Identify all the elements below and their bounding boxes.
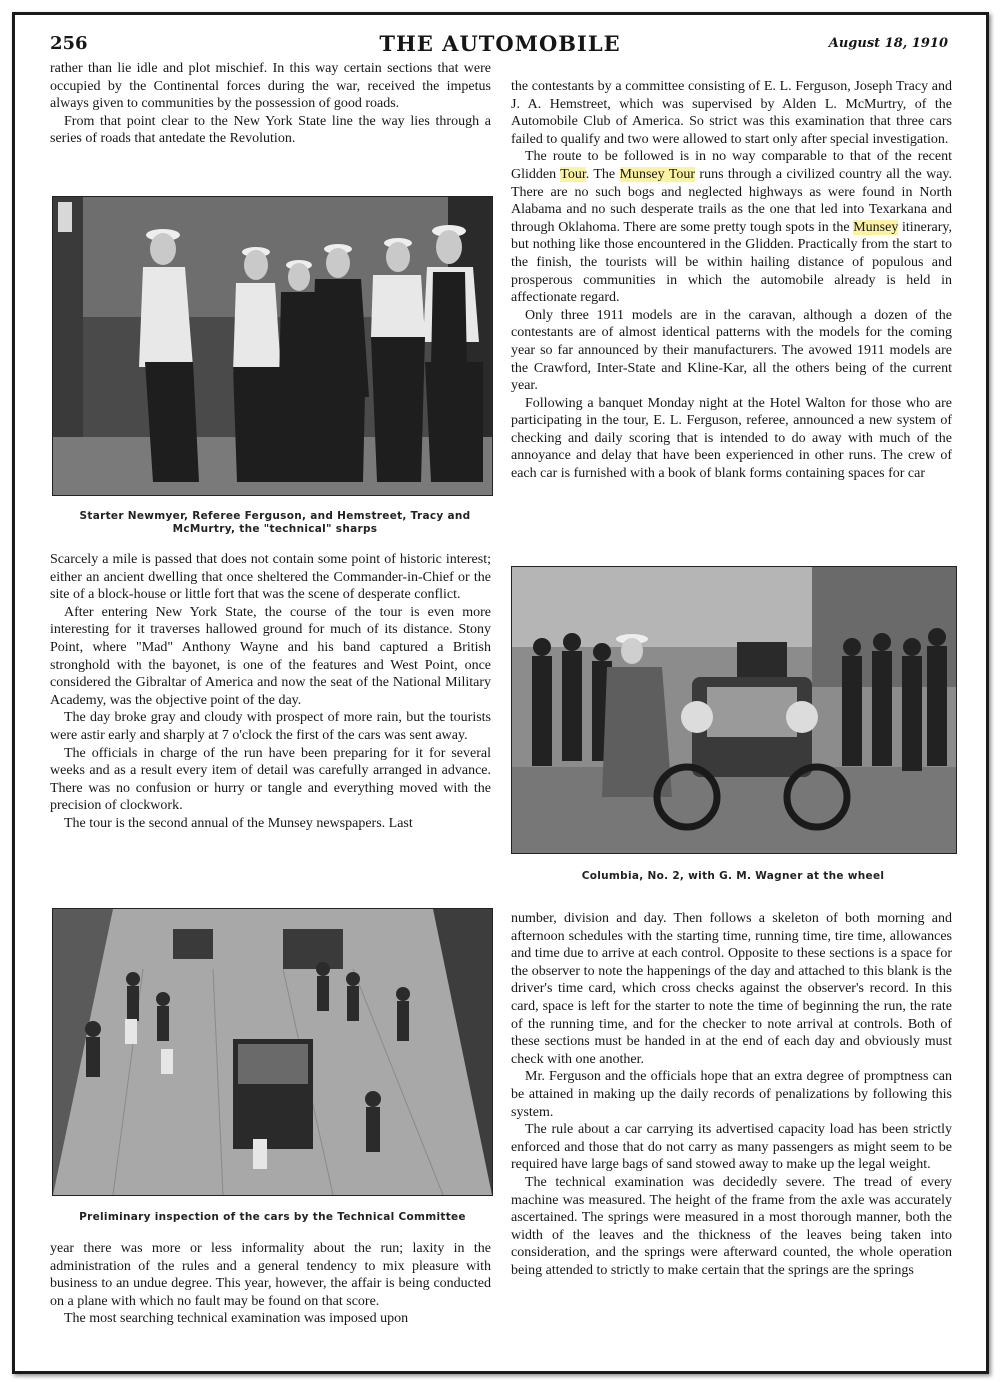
paragraph: Following a banquet Monday night at the Hotel Walton for those who are participating in the tour, E. L. Ferguson, referee, announced a new system of checking and daily scoring that is intended to do away with much of the annoyance and delay that have been experienced in other runs. The crew of each car is furnished with a book of blank forms containing spaces for car xyxy=(511,395,952,482)
photo-technical-inspection xyxy=(52,908,493,1196)
paragraph: The tour is the second annual of the Munsey newspapers. Last xyxy=(64,815,413,831)
paragraph: number, division and day. Then follows a skeleton of both morning and afternoon schedules with the starting time, running time, tire time, allowances and time due to arrive at each control. Opposite to these sections is a space for the observer to note the happenings of the day and attached to this blank is the driver's time card, which cross checks against the observer's record. In this card, space is left for the starter to note the time of beginning the run, the rate of the running time, and for the checker to note arrival at controls. Both of these sections must be handed in at the end of each day and obviously must check with one another. xyxy=(511,911,952,1067)
right-column-bottom-text xyxy=(511,910,952,1279)
issue-date: August 18, 1910 xyxy=(828,36,948,51)
masthead: THE AUTOMOBILE xyxy=(379,31,621,56)
paragraph: Only three 1911 models are in the caravan, although a dozen of the contestants are of almost identical patterns with the models for the coming year so far announced by their manufacturers. The avowed 1911 models are the Crawford, Inter-State and Kline-Kar, all the others being of the current year. xyxy=(511,307,952,394)
photo-caption: Starter Newmyer, Referee Ferguson, and Hemstreet, Tracy and McMurtry, the "technical" sharps xyxy=(79,510,471,535)
text-run: runs through a civilized country all the way. There are no such bogs and neglected highways as were found in North Alabama and no such desperate trails as the one that led into Texarkana and through Oklahoma. There are some pretty tough spots in the xyxy=(511,166,953,235)
paragraph: The most searching technical examination was imposed upon xyxy=(64,1311,409,1327)
highlighted-text: Munsey Tour xyxy=(619,166,696,182)
paragraph: After entering New York State, the course of the tour is even more interesting for it traverses hallowed ground for much of its distance. Stony Point, where "Mad" Anthony Wayne and his band captured a British stronghold with the bayonet, is one of the features and West Point, once considered the Gibraltar of America and now the seat of the National Military Academy, was the objective point of the day. xyxy=(50,604,491,708)
paragraph: the contestants by a committee consisting of E. L. Ferguson, Joseph Tracy and J. A. Hemstreet, which was supervised by Alden L. McMurtry, of the Automobile Club of America. So strict was this examination that three cars failed to qualify and two were allowed to start only after special investigation. xyxy=(511,79,952,147)
paragraph: rather than lie idle and plot mischief. In this way certain sections that were occupied by the Continental forces during the war, received the impetus always given to communities by the possession of good roads. xyxy=(50,61,491,112)
paragraph: The technical examination was decidedly severe. The tread of every machine was measured. The height of the frame from the axle was accurately ascertained. The springs were measured in a most thorough manner, both the width of the leaves and the thickness of the leaves being taken into consideration, and the springs were afterward counted, the whole operation being attended to strictly to make certain that the springs are the springs xyxy=(511,1174,952,1278)
photo-caption: Columbia, No. 2, with G. M. Wagner at the wheel xyxy=(581,870,885,882)
paragraph: Scarcely a mile is passed that does not contain some point of historic interest; either an ancient dwelling that once sheltered the Commander-in-Chief or the site of a block-house or little fort that was the scene of desperate conflict. xyxy=(50,552,491,603)
paragraph: From that point clear to the New York State line the way lies through a series of roads that antedate the Revolution. xyxy=(50,113,491,147)
text-run: . The xyxy=(585,166,620,182)
highlighted-text: Tour xyxy=(560,166,586,182)
photo-columbia-car xyxy=(511,566,957,854)
page-number: 256 xyxy=(50,33,88,54)
text-run: itinerary, but nothing like those encountered in the Glidden. Practically from the start to the finish, the tourists will be within hailing distance of populous and prosperous communities in which the automobile already is held in affectionate regard. xyxy=(511,219,952,306)
left-column-bottom-text xyxy=(50,1240,491,1328)
photo-officials-group xyxy=(52,196,493,496)
paragraph: Mr. Ferguson and the officials hope that an extra degree of promptness can be attained in making up the daily records of penalizations by following this system. xyxy=(511,1069,952,1120)
paragraph-with-highlights xyxy=(511,148,952,306)
paragraph: year there was more or less informality about the run; laxity in the administration of the rules and a general tendency to mix pleasure with business to an undue degree. This year, however, the affair is being conducted on a plane with which no fault may be found on that score. xyxy=(50,1241,491,1309)
highlighted-text: Munsey xyxy=(853,219,899,235)
paragraph: The officials in charge of the run have been preparing for it for several weeks and as a result every item of detail was carefully arranged in advance. There was no confusion or hurry or tangle and everything moved with the precision of clockwork. xyxy=(50,745,491,814)
left-column-top-text xyxy=(50,60,491,148)
photo-caption: Preliminary inspection of the cars by the Technical Committee xyxy=(79,1211,466,1223)
paragraph: The day broke gray and cloudy with prospect of more rain, but the tourists were astir early and sharply at 7 o'clock the first of the cars was sent away. xyxy=(50,710,491,743)
text-run: The route to be followed is in no way comparable to that of the recent Glidden xyxy=(511,149,952,182)
paragraph: The rule about a car carrying its advertised capacity load has been strictly enforced and those that do not carry as many passengers as might seem to be required have large bags of sand stowed away to make up the legal weight. xyxy=(511,1122,952,1173)
left-column-middle-text xyxy=(50,551,491,833)
right-column-top-text xyxy=(511,78,952,483)
